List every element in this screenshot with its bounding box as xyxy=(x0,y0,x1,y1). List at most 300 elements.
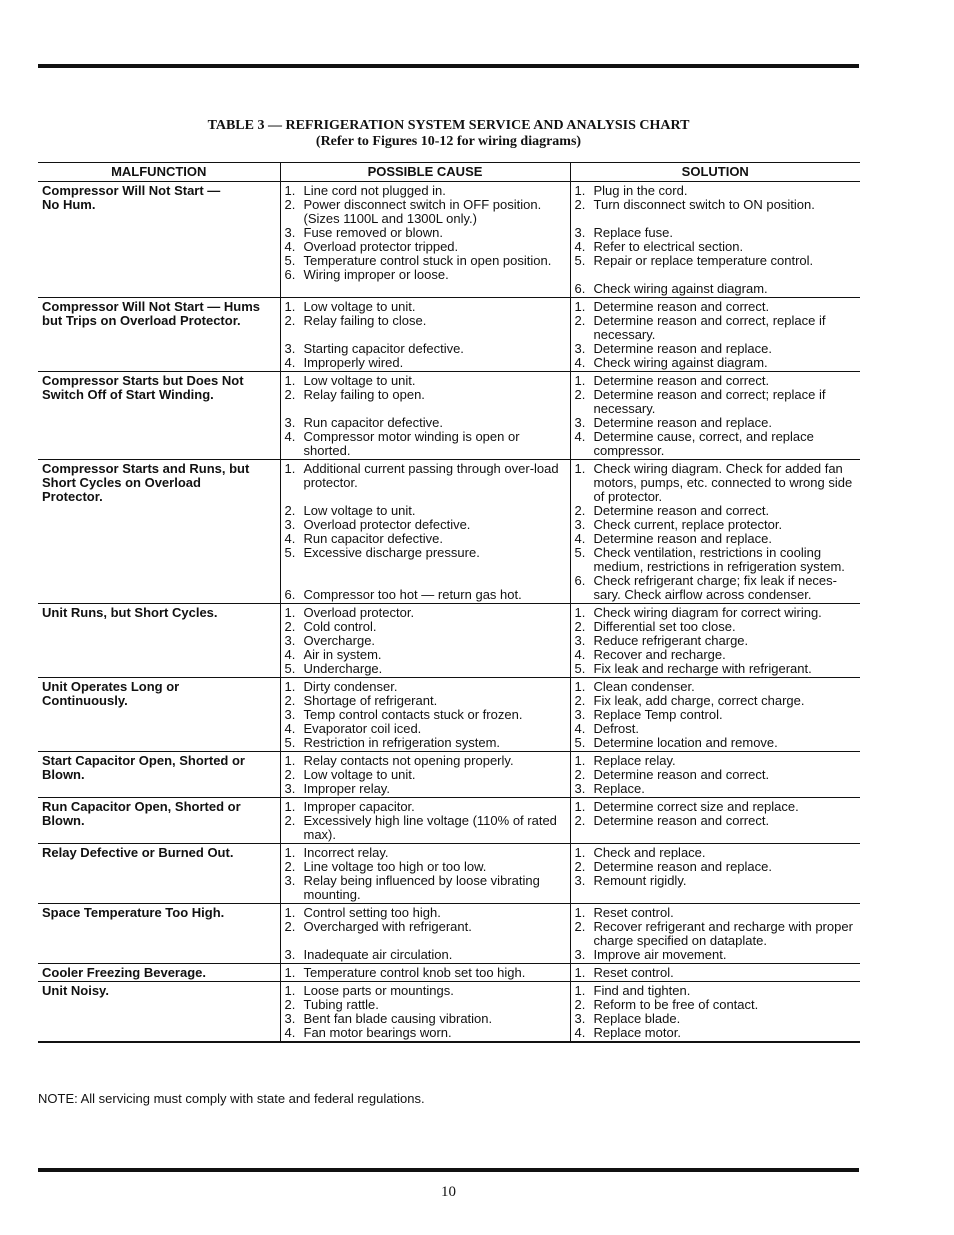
solution-cell xyxy=(570,460,860,604)
solution-item xyxy=(575,782,857,796)
cause-item xyxy=(285,620,566,634)
table-title-line1: TABLE 3 — REFRIGERATION SYSTEM SERVICE AND ANALYSIS CHART xyxy=(207,118,690,133)
cause-item xyxy=(285,934,566,948)
solution-number: 4. xyxy=(574,429,586,444)
solution-item xyxy=(575,356,857,370)
solution-text: Defrost. xyxy=(593,721,640,736)
cause-text: Overload protector tripped. xyxy=(303,239,459,254)
solution-text: Check wiring against diagram. xyxy=(593,355,768,370)
solution-item xyxy=(575,966,857,980)
solution-text: Improve air movement. xyxy=(593,947,727,962)
table-title xyxy=(38,118,859,150)
cause-item xyxy=(285,1012,566,1026)
cause-text: Improper relay. xyxy=(303,781,390,796)
malfunction-text: Cooler Freezing Beverage. xyxy=(42,965,206,980)
cause-number: 2. xyxy=(284,387,296,402)
solution-item xyxy=(575,1012,857,1026)
solution-text: Determine reason and correct, replace if necessary. xyxy=(593,313,826,342)
table-body xyxy=(38,182,860,1043)
cause-item xyxy=(285,560,566,574)
cause-text: Low voltage to unit. xyxy=(303,373,416,388)
cause-text xyxy=(304,328,566,342)
solution-text: Check ventilation, restrictions in cooling medium, restrictions in refrigeration system. xyxy=(593,545,845,574)
cause-text: Overcharge. xyxy=(303,633,376,648)
cause-number: 3. xyxy=(284,225,296,240)
solution-item xyxy=(575,662,857,676)
cause-item xyxy=(285,800,566,814)
solution-number: 1. xyxy=(574,679,586,694)
malfunction-text: Protector. xyxy=(42,489,103,504)
solution-number: 1. xyxy=(574,983,586,998)
solution-item xyxy=(575,754,857,768)
cause-cell xyxy=(280,372,570,460)
solution-number: 2. xyxy=(574,767,586,782)
solution-text: Replace. xyxy=(593,781,645,796)
cause-cell xyxy=(280,604,570,678)
table-row xyxy=(38,182,860,298)
solution-text: Fix leak and recharge with refrigerant. xyxy=(593,661,812,676)
footnote: NOTE: All servicing must comply with state and federal regulations. xyxy=(38,1091,425,1106)
cause-number xyxy=(285,328,304,342)
cause-item xyxy=(285,948,566,962)
cause-item xyxy=(285,814,566,842)
solution-item xyxy=(575,546,857,574)
cause-cell xyxy=(280,982,570,1043)
solution-item xyxy=(575,906,857,920)
solution-cell xyxy=(570,182,860,298)
cause-number: 2. xyxy=(284,693,296,708)
cause-item xyxy=(285,588,566,602)
solution-item xyxy=(575,226,857,240)
solution-text: Determine reason and correct. xyxy=(593,503,770,518)
solution-text: Replace relay. xyxy=(593,753,676,768)
malfunction-text: but Trips on Overload Protector. xyxy=(42,313,241,328)
cause-text: Bent fan blade causing vibration. xyxy=(303,1011,493,1026)
malfunction-cell xyxy=(38,904,280,964)
cause-number xyxy=(285,402,304,416)
cause-text: Relay failing to open. xyxy=(303,387,425,402)
cause-number: 3. xyxy=(284,1011,296,1026)
solution-item xyxy=(575,388,857,416)
solution-text: Reset control. xyxy=(593,905,674,920)
cause-number: 1. xyxy=(284,183,296,198)
solution-text: Replace Temp control. xyxy=(593,707,723,722)
cause-text: Improperly wired. xyxy=(303,355,404,370)
solution-item xyxy=(575,430,857,458)
malfunction-text: Compressor Starts and Runs, but xyxy=(42,461,250,476)
solution-number: 3. xyxy=(574,947,586,962)
cause-text: Wiring improper or loose. xyxy=(303,267,449,282)
cause-item xyxy=(285,490,566,504)
malfunction-cell xyxy=(38,678,280,752)
solution-number: 2. xyxy=(574,997,586,1012)
cause-text: Run capacitor defective. xyxy=(303,415,443,430)
cause-text: Low voltage to unit. xyxy=(303,503,416,518)
cause-cell xyxy=(280,678,570,752)
solution-text: Determine reason and correct. xyxy=(593,767,770,782)
solution-number: 4. xyxy=(574,355,586,370)
cause-item xyxy=(285,388,566,402)
solution-text: Clean condenser. xyxy=(593,679,695,694)
table-row xyxy=(38,298,860,372)
page-number: 10 xyxy=(441,1184,456,1200)
solution-item xyxy=(575,680,857,694)
solution-number: 4. xyxy=(574,721,586,736)
solution-item xyxy=(575,860,857,874)
cause-item xyxy=(285,184,566,198)
cause-number: 3. xyxy=(284,341,296,356)
solution-number: 1. xyxy=(574,965,586,980)
cause-item xyxy=(285,518,566,532)
cause-text: Line cord not plugged in. xyxy=(303,183,446,198)
solution-number: 1. xyxy=(574,299,586,314)
cause-text: Low voltage to unit. xyxy=(303,767,416,782)
service-analysis-table xyxy=(38,162,860,1043)
solution-number: 1. xyxy=(574,461,586,476)
solution-item xyxy=(575,198,857,212)
cause-number: 2. xyxy=(284,313,296,328)
solution-item xyxy=(575,518,857,532)
table-row xyxy=(38,678,860,752)
cause-number: 5. xyxy=(284,545,296,560)
cause-number: 3. xyxy=(284,873,296,888)
malfunction-cell xyxy=(38,372,280,460)
cause-text: Air in system. xyxy=(303,647,382,662)
cause-item xyxy=(285,998,566,1012)
cause-number: 1. xyxy=(284,299,296,314)
solution-cell xyxy=(570,752,860,798)
solution-item xyxy=(575,254,857,268)
solution-text: Find and tighten. xyxy=(593,983,691,998)
header-row xyxy=(38,163,860,182)
solution-item xyxy=(575,814,857,828)
cause-text: Restriction in refrigeration system. xyxy=(303,735,501,750)
cause-number: 5. xyxy=(284,253,296,268)
solution-number: 3. xyxy=(574,633,586,648)
solution-item xyxy=(575,606,857,620)
cause-number: 2. xyxy=(284,859,296,874)
solution-number: 2. xyxy=(574,619,586,634)
cause-text: Temp control contacts stuck or frozen. xyxy=(303,707,523,722)
solution-text xyxy=(594,212,857,226)
malfunction-text: Blown. xyxy=(42,767,85,782)
cause-item xyxy=(285,966,566,980)
cause-number: 4. xyxy=(284,429,296,444)
cause-text: Overload protector. xyxy=(303,605,415,620)
cause-text: Run capacitor defective. xyxy=(303,531,443,546)
solution-number: 2. xyxy=(574,387,586,402)
cause-text: Starting capacitor defective. xyxy=(303,341,464,356)
solution-number: 2. xyxy=(574,919,586,934)
cause-text: Excessive discharge pressure. xyxy=(303,545,480,560)
solution-text: Reform to be free of contact. xyxy=(593,997,759,1012)
solution-text: Replace motor. xyxy=(593,1025,681,1040)
solution-text: Reduce refrigerant charge. xyxy=(593,633,749,648)
cause-text: Temperature control knob set too high. xyxy=(303,965,526,980)
table-row xyxy=(38,964,860,982)
cause-text: Fan motor bearings worn. xyxy=(303,1025,452,1040)
cause-number: 3. xyxy=(284,415,296,430)
solution-cell xyxy=(570,844,860,904)
cause-text: Excessively high line voltage (110% of rated max). xyxy=(303,813,557,842)
table-title-line2: (Refer to Figures 10-12 for wiring diagrams) xyxy=(315,134,582,149)
cause-item xyxy=(285,300,566,314)
cause-item xyxy=(285,1026,566,1040)
cause-text: Fuse removed or blown. xyxy=(303,225,443,240)
solution-item xyxy=(575,300,857,314)
solution-item xyxy=(575,620,857,634)
solution-text: Check and replace. xyxy=(593,845,706,860)
solution-text: Turn disconnect switch to ON position. xyxy=(593,197,815,212)
table-row xyxy=(38,982,860,1043)
solution-text: Recover refrigerant and recharge with proper charge specified on dataplate. xyxy=(593,919,853,948)
solution-item xyxy=(575,462,857,504)
cause-number: 1. xyxy=(284,373,296,388)
bottom-rule xyxy=(38,1168,859,1172)
cause-item xyxy=(285,240,566,254)
cause-number: 1. xyxy=(284,605,296,620)
solution-number: 1. xyxy=(574,753,586,768)
solution-number: 4. xyxy=(574,1025,586,1040)
cause-number: 4. xyxy=(284,721,296,736)
solution-number: 3. xyxy=(574,415,586,430)
cause-text: Compressor motor winding is open or shorted. xyxy=(303,429,520,458)
malfunction-text: Unit Runs, but Short Cycles. xyxy=(42,605,218,620)
solution-item xyxy=(575,736,857,750)
header-solution: SOLUTION xyxy=(570,163,860,182)
cause-number: 4. xyxy=(284,1025,296,1040)
solution-item xyxy=(575,694,857,708)
cause-number: 2. xyxy=(284,619,296,634)
solution-number xyxy=(575,268,594,282)
cause-item xyxy=(285,314,566,328)
cause-number: 6. xyxy=(284,587,296,602)
solution-number: 4. xyxy=(574,531,586,546)
cause-number: 3. xyxy=(284,517,296,532)
header-possible-cause: POSSIBLE CAUSE xyxy=(280,163,570,182)
cause-number: 2. xyxy=(284,503,296,518)
malfunction-text: Relay Defective or Burned Out. xyxy=(42,845,234,860)
solution-text: Determine reason and replace. xyxy=(593,415,772,430)
malfunction-text: Compressor Will Not Start — Hums xyxy=(42,299,261,314)
solution-cell xyxy=(570,964,860,982)
cause-number: 4. xyxy=(284,239,296,254)
cause-text: Temperature control stuck in open position. xyxy=(303,253,552,268)
cause-item xyxy=(285,504,566,518)
cause-cell xyxy=(280,298,570,372)
cause-item xyxy=(285,708,566,722)
cause-number: 3. xyxy=(284,707,296,722)
solution-number: 3. xyxy=(574,1011,586,1026)
solution-number: 3. xyxy=(574,707,586,722)
cause-number: 2. xyxy=(284,197,296,212)
solution-number: 1. xyxy=(574,183,586,198)
solution-item xyxy=(575,708,857,722)
solution-number: 2. xyxy=(574,859,586,874)
solution-item xyxy=(575,504,857,518)
solution-number: 5. xyxy=(574,735,586,750)
solution-cell xyxy=(570,904,860,964)
table-row xyxy=(38,752,860,798)
solution-number: 3. xyxy=(574,781,586,796)
malfunction-text: Space Temperature Too High. xyxy=(42,905,225,920)
malfunction-cell xyxy=(38,844,280,904)
cause-item xyxy=(285,906,566,920)
cause-item xyxy=(285,574,566,588)
cause-number: 5. xyxy=(284,735,296,750)
table-row xyxy=(38,604,860,678)
cause-item xyxy=(285,662,566,676)
solution-text: Determine correct size and replace. xyxy=(593,799,799,814)
cause-text: Loose parts or mountings. xyxy=(303,983,454,998)
cause-text: Tubing rattle. xyxy=(303,997,379,1012)
cause-number: 1. xyxy=(284,679,296,694)
solution-text: Differential set too close. xyxy=(593,619,736,634)
solution-cell xyxy=(570,604,860,678)
cause-text xyxy=(304,560,566,574)
cause-text xyxy=(304,574,566,588)
solution-number: 4. xyxy=(574,647,586,662)
solution-text: Replace fuse. xyxy=(593,225,673,240)
cause-item xyxy=(285,374,566,388)
solution-cell xyxy=(570,982,860,1043)
solution-text: Determine reason and correct. xyxy=(593,373,770,388)
table-row xyxy=(38,372,860,460)
cause-text: Control setting too high. xyxy=(303,905,441,920)
solution-number: 6. xyxy=(574,573,586,588)
malfunction-cell xyxy=(38,752,280,798)
cause-text xyxy=(304,490,566,504)
cause-number: 4. xyxy=(284,647,296,662)
cause-text: Improper capacitor. xyxy=(303,799,415,814)
cause-cell xyxy=(280,844,570,904)
solution-cell xyxy=(570,372,860,460)
solution-item xyxy=(575,722,857,736)
solution-number: 3. xyxy=(574,341,586,356)
cause-text: Additional current passing through over-load protector. xyxy=(303,461,559,490)
solution-item xyxy=(575,1026,857,1040)
solution-item xyxy=(575,314,857,342)
malfunction-cell xyxy=(38,798,280,844)
cause-text: Overcharged with refrigerant. xyxy=(303,919,472,934)
header-malfunction: MALFUNCTION xyxy=(38,163,280,182)
cause-item xyxy=(285,846,566,860)
cause-number: 2. xyxy=(284,813,296,828)
cause-item xyxy=(285,546,566,560)
solution-number: 2. xyxy=(574,313,586,328)
cause-number: 1. xyxy=(284,753,296,768)
malfunction-text: Switch Off of Start Winding. xyxy=(42,387,214,402)
solution-item xyxy=(575,920,857,948)
cause-item xyxy=(285,736,566,750)
solution-number: 6. xyxy=(574,281,586,296)
cause-item xyxy=(285,268,566,282)
solution-text: Recover and recharge. xyxy=(593,647,726,662)
cause-text xyxy=(304,934,566,948)
solution-number: 5. xyxy=(574,545,586,560)
solution-item xyxy=(575,846,857,860)
table-row xyxy=(38,460,860,604)
cause-number: 1. xyxy=(284,799,296,814)
cause-item xyxy=(285,694,566,708)
cause-text: Shortage of refrigerant. xyxy=(303,693,438,708)
solution-item xyxy=(575,240,857,254)
cause-number xyxy=(285,490,304,504)
solution-item xyxy=(575,768,857,782)
solution-number: 2. xyxy=(574,693,586,708)
solution-item xyxy=(575,648,857,662)
solution-number: 1. xyxy=(574,905,586,920)
malfunction-text: Compressor Starts but Does Not xyxy=(42,373,244,388)
solution-text: Fix leak, add charge, correct charge. xyxy=(593,693,805,708)
solution-number: 2. xyxy=(574,503,586,518)
table-row xyxy=(38,904,860,964)
cause-item xyxy=(285,768,566,782)
solution-item xyxy=(575,532,857,546)
solution-number: 1. xyxy=(574,845,586,860)
cause-number xyxy=(285,574,304,588)
solution-text: Replace blade. xyxy=(593,1011,681,1026)
solution-cell xyxy=(570,798,860,844)
cause-item xyxy=(285,680,566,694)
cause-item xyxy=(285,722,566,736)
cause-item xyxy=(285,782,566,796)
solution-text: Determine reason and replace. xyxy=(593,531,772,546)
solution-text: Determine reason and correct. xyxy=(593,299,770,314)
solution-text: Determine reason and correct. xyxy=(593,813,770,828)
solution-number: 3. xyxy=(574,873,586,888)
cause-text: Incorrect relay. xyxy=(303,845,389,860)
cause-item xyxy=(285,874,566,902)
cause-item xyxy=(285,226,566,240)
malfunction-text: Continuously. xyxy=(42,693,128,708)
solution-item xyxy=(575,634,857,648)
solution-text: Check refrigerant charge; fix leak if neces-sary. Check airflow across condenser. xyxy=(593,573,837,602)
solution-text: Remount rigidly. xyxy=(593,873,687,888)
malfunction-text: Start Capacitor Open, Shorted or xyxy=(42,753,245,768)
cause-cell xyxy=(280,964,570,982)
solution-number: 3. xyxy=(574,225,586,240)
malfunction-cell xyxy=(38,982,280,1043)
solution-text xyxy=(594,268,857,282)
cause-cell xyxy=(280,460,570,604)
solution-number: 5. xyxy=(574,661,586,676)
cause-cell xyxy=(280,798,570,844)
solution-item xyxy=(575,184,857,198)
cause-item xyxy=(285,430,566,458)
cause-text xyxy=(304,402,566,416)
solution-text: Check current, replace protector. xyxy=(593,517,783,532)
cause-item xyxy=(285,328,566,342)
malfunction-cell xyxy=(38,182,280,298)
cause-text: Cold control. xyxy=(303,619,377,634)
cause-number: 3. xyxy=(284,633,296,648)
cause-number xyxy=(285,560,304,574)
cause-number: 3. xyxy=(284,781,296,796)
cause-text: Dirty condenser. xyxy=(303,679,398,694)
solution-text: Repair or replace temperature control. xyxy=(593,253,814,268)
solution-text: Check wiring diagram for correct wiring. xyxy=(593,605,822,620)
solution-item xyxy=(575,342,857,356)
table-row xyxy=(38,844,860,904)
cause-text: Power disconnect switch in OFF position. (Sizes 1100L and 1300L only.) xyxy=(303,197,542,226)
cause-text: Undercharge. xyxy=(303,661,383,676)
cause-item xyxy=(285,606,566,620)
malfunction-cell xyxy=(38,298,280,372)
solution-item xyxy=(575,984,857,998)
cause-item xyxy=(285,648,566,662)
solution-text: Reset control. xyxy=(593,965,674,980)
